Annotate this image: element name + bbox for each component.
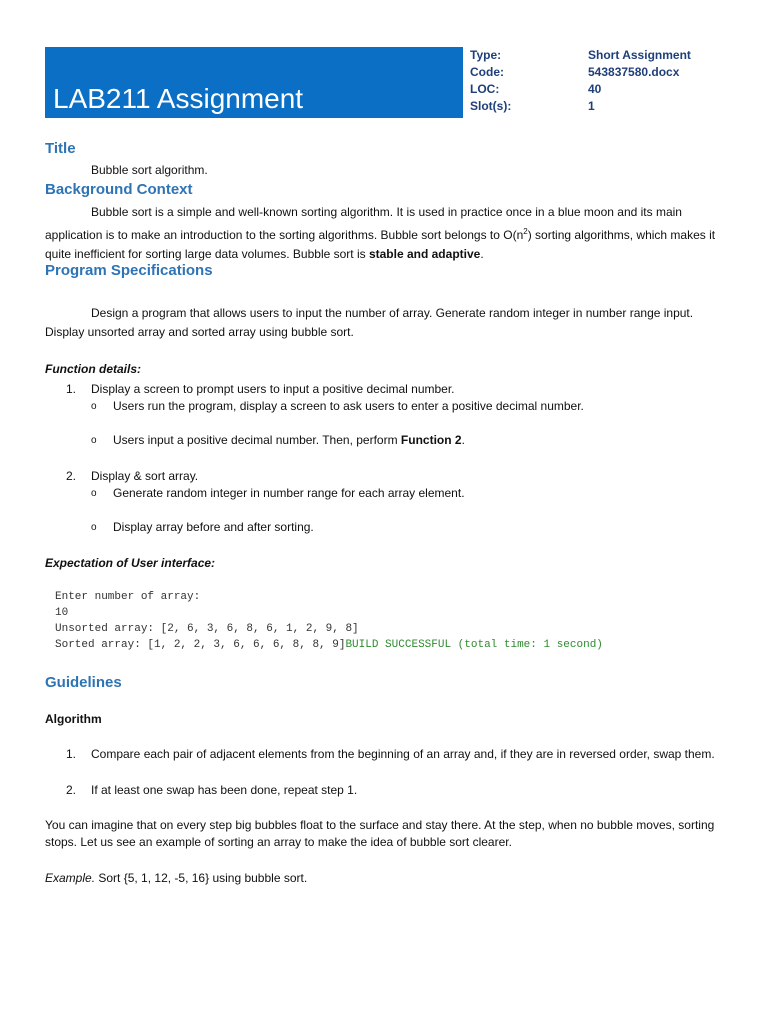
function-2-title: Display & sort array. — [91, 469, 199, 483]
section-heading-background: Background Context — [45, 181, 193, 198]
section-heading-title: Title — [45, 140, 76, 157]
function-2-number: 2. — [66, 469, 77, 483]
meta-value: Short Assignment — [588, 48, 691, 62]
meta-row-loc — [470, 82, 730, 99]
algorithm-subheading: Algorithm — [45, 712, 102, 726]
console-line-sorted — [55, 639, 603, 651]
bullet-bold: Function 2 — [400, 433, 462, 447]
meta-value: 543837580.docx — [588, 65, 680, 79]
example-text: Sort {5, 1, 12, -5, 16} using bubble sort. — [95, 871, 308, 885]
background-text-c: . — [480, 247, 484, 261]
function-2-bullet-1: Generate random integer in number range for each array element. — [113, 486, 465, 500]
title-text: Bubble sort algorithm. — [91, 163, 208, 177]
sorted-output: Sorted array: [1, 2, 2, 3, 6, 6, 6, 8, 8, 9] — [55, 639, 346, 651]
bullet-after: . — [461, 433, 465, 447]
background-text-b: ) sorting algorithms, which makes it quite inefficient for sorting large data volumes. Bubble sort is — [45, 228, 716, 261]
console-line-input: 10 — [55, 607, 69, 619]
console-line-unsorted: Unsorted array: [2, 6, 3, 6, 8, 6, 1, 2, 9, 8] — [55, 623, 359, 635]
document-title: LAB211 Assignment — [53, 83, 304, 114]
section-heading-guidelines: Guidelines — [45, 674, 122, 691]
title-banner — [45, 47, 463, 118]
example-label: Example. — [45, 871, 96, 885]
ui-expectation-heading: Expectation of User interface: — [45, 556, 216, 570]
function-1-bullet-1: Users run the program, display a screen to ask users to enter a positive decimal number. — [113, 399, 584, 413]
meta-row-code — [470, 65, 730, 82]
step-2-number: 2. — [66, 783, 77, 797]
background-bold: stable and adaptive — [368, 247, 481, 261]
meta-label: Type: — [470, 48, 502, 62]
function-details-heading: Function details: — [45, 362, 141, 376]
spec-paragraph: Design a program that allows users to input the number of array. Generate random integer in number range input. Display unsorted array and sorted array using bubble sort. — [45, 306, 694, 339]
section-heading-specifications: Program Specifications — [45, 262, 213, 279]
step-1-number: 1. — [66, 747, 77, 761]
bullet-marker: o — [91, 435, 97, 446]
background-text-a: Bubble sort is a simple and well-known sorting algorithm. It is used in practice once in a blue moon and its main application is to make an introduction to the sorting algorithms. Bubble sort belongs to O(n — [45, 205, 682, 242]
build-status: BUILD SUCCESSFUL (total time: 1 second) — [345, 639, 603, 651]
background-paragraph — [45, 203, 721, 264]
function-2-bullet-2: Display array before and after sorting. — [113, 520, 314, 534]
step-1-text: Compare each pair of adjacent elements from the beginning of an array and, if they are in reversed order, swap them. — [91, 747, 715, 761]
example-line — [45, 871, 307, 885]
step-2-text: If at least one swap has been done, repeat step 1. — [91, 783, 358, 797]
meta-label: LOC: — [470, 82, 500, 96]
bullet-marker: o — [91, 488, 97, 499]
bullet-text: Users input a positive decimal number. Then, perform — [113, 433, 401, 447]
meta-value: 40 — [588, 82, 602, 96]
meta-row-type — [470, 48, 730, 65]
meta-value: 1 — [588, 99, 595, 113]
meta-label: Slot(s): — [470, 99, 512, 113]
function-1-bullet-2 — [113, 433, 465, 447]
background-superscript: 2 — [523, 227, 528, 236]
bullet-marker: o — [91, 522, 97, 533]
bullet-marker: o — [91, 401, 97, 412]
document-meta — [470, 48, 730, 116]
meta-row-slots — [470, 99, 730, 116]
meta-label: Code: — [470, 65, 504, 79]
function-1-number: 1. — [66, 382, 77, 396]
guidelines-paragraph: You can imagine that on every step big bubbles float to the surface and stay there. At the step, when no bubble moves, sorting stops. Let us see an example of sorting an array to make the idea of bubble sort clearer. — [45, 818, 715, 849]
function-1-title: Display a screen to prompt users to input a positive decimal number. — [91, 382, 455, 396]
console-line-prompt: Enter number of array: — [55, 591, 201, 603]
